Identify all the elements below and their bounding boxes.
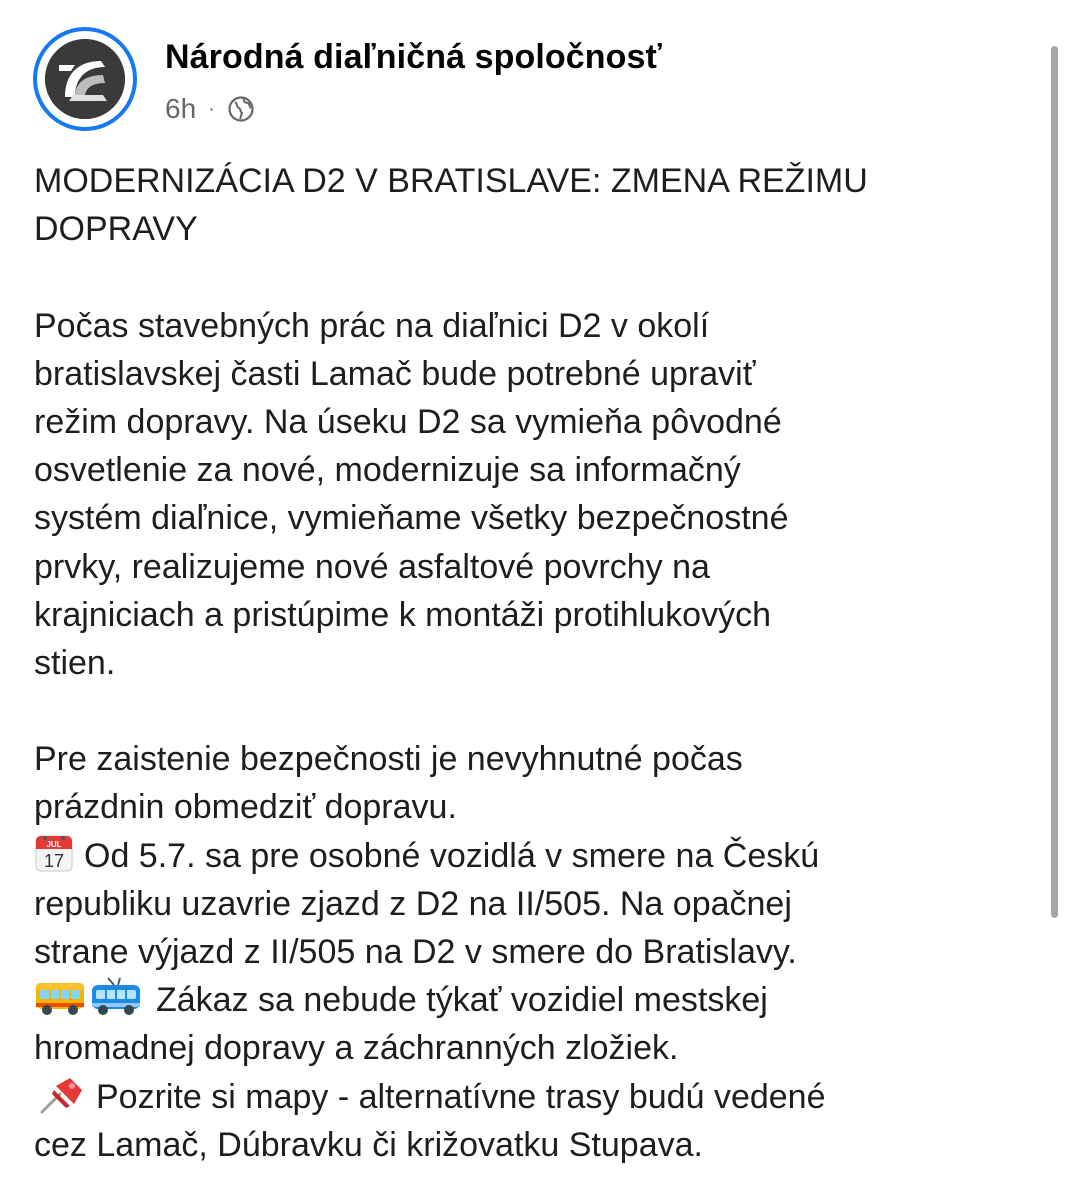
bullet-line: cez Lamač, Dúbravku či križovatku Stupava. [34,1125,703,1164]
calendar-icon [34,833,74,886]
paragraph-line: stien. [34,643,116,682]
paragraph-line: Pre zaistenie bezpečnosti je nevyhnutné počas [34,740,743,779]
trolleybus-icon [90,977,142,1017]
bullet-line [34,976,1034,1024]
meta-separator: · [208,97,215,120]
post-text [34,157,1034,1169]
paragraph-line: prvky, realizujeme nové asfaltové povrchy na [34,547,710,586]
bullet-line: republiku uzavrie zjazd z D2 na II/505. Na opačnej [34,884,792,923]
bullet-line: strane výjazd z II/505 na D2 v smere do Bratislavy. [34,933,797,971]
post-time[interactable]: 6h [165,93,197,124]
paragraph-line: krajniciach a pristúpime k montáži protihlukových [34,595,771,634]
calendar-month: JUL [46,839,62,849]
paragraph-line: bratislavskej časti Lamač bude potrebné upraviť [34,354,756,393]
paragraph-line: osvetlenie za nové, modernizuje sa informačný [34,451,741,490]
bus-emoji-group [34,977,146,1030]
bullet-line: hromadnej dopravy a záchranných zložiek. [34,1029,679,1068]
paragraph-line: systém diaľnice, vymieňame všetky bezpečnostné [34,499,789,538]
bullet-text: Od 5.7. sa pre osobné vozidlá v smere na Českú [84,836,820,875]
post-title-line: DOPRAVY [34,210,198,249]
post-title-line: MODERNIZÁCIA D2 V BRATISLAVE: ZMENA REŽIMU [34,162,868,200]
paragraph-line: prázdnin obmedziť dopravu. [34,788,457,827]
bullet-text: Pozrite si mapy - alternatívne trasy budú vedené [96,1077,826,1116]
scrollbar[interactable] [1051,46,1058,918]
paragraph-line: režim dopravy. Na úseku D2 sa vymieňa pôvodné [34,402,782,441]
bullet-text: Zákaz sa nebude týkať vozidiel mestskej [156,981,768,1020]
avatar[interactable] [33,27,137,131]
calendar-day: 17 [43,850,65,871]
bullet-line [34,1073,1034,1121]
pushpin-icon [34,1074,86,1127]
blank-line [34,687,1034,735]
post-meta [165,92,255,126]
blank-line [34,253,1034,301]
bus-icon [34,977,86,1017]
page-name[interactable]: Národná diaľničná spoločnosť [165,38,662,76]
highway-logo-icon [45,39,125,119]
paragraph-line: Počas stavebných prác na diaľnici D2 v okolí [34,306,710,345]
bullet-line [34,832,1034,880]
globe-icon[interactable] [227,95,255,123]
